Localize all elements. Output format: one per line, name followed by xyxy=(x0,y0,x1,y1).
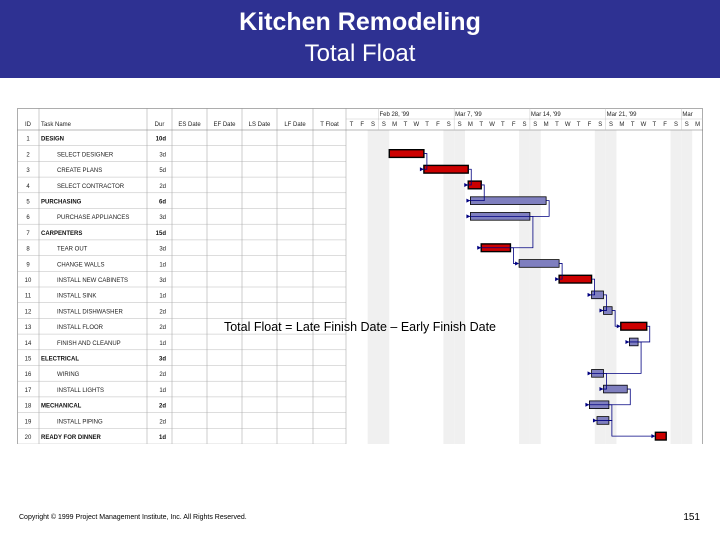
task-name: MECHANICAL xyxy=(41,403,82,410)
slide-header xyxy=(0,0,720,78)
task-name: CARPENTERS xyxy=(41,230,83,237)
task-name: INSTALL SINK xyxy=(57,293,97,300)
task-name: INSTALL FLOOR xyxy=(57,325,104,332)
task-name: INSTALL DISHWASHER xyxy=(57,309,123,316)
task-id: 1 xyxy=(26,136,30,143)
critical-task-bar xyxy=(389,150,424,158)
day-label: S xyxy=(609,122,614,128)
week-label: Mar 21, '99 xyxy=(606,112,637,118)
float-task-bar xyxy=(519,260,559,268)
task-id: 16 xyxy=(24,372,32,379)
task-id: 18 xyxy=(24,403,32,410)
task-name: DESIGN xyxy=(41,136,65,143)
day-label: F xyxy=(663,122,667,128)
task-duration: 1d xyxy=(159,387,166,394)
task-duration: 2d xyxy=(159,325,166,332)
task-duration: 3d xyxy=(159,215,166,222)
task-duration: 1d xyxy=(159,262,166,269)
task-duration: 2d xyxy=(159,372,166,379)
day-label: T xyxy=(425,122,429,128)
total-float-formula: Total Float = Late Finish Date – Early Finish Date xyxy=(223,320,496,334)
task-name: WIRING xyxy=(57,372,80,379)
day-label: S xyxy=(457,122,462,128)
weekend-shade xyxy=(443,130,454,444)
column-header: EF Date xyxy=(213,122,236,128)
task-name: INSTALL LIGHTS xyxy=(57,387,105,394)
day-label: T xyxy=(349,122,354,128)
day-label: S xyxy=(598,122,603,128)
task-duration: 3d xyxy=(159,246,166,253)
day-label: M xyxy=(467,122,473,128)
task-duration: 3d xyxy=(158,356,166,363)
day-label: F xyxy=(511,122,516,128)
task-id: 6 xyxy=(26,215,30,222)
day-label: F xyxy=(360,122,365,128)
task-id: 5 xyxy=(26,199,30,206)
task-name: TEAR OUT xyxy=(57,246,88,253)
week-label: Feb 28, '99 xyxy=(379,112,410,118)
slide-subtitle: Total Float xyxy=(304,40,416,67)
float-task-bar xyxy=(603,385,627,393)
task-name: INSTALL PIPING xyxy=(57,419,103,426)
task-duration: 1d xyxy=(158,435,166,441)
task-name: INSTALL NEW CABINETS xyxy=(57,278,129,284)
task-duration: 2d xyxy=(158,403,166,410)
weekend-shade xyxy=(378,130,389,444)
task-id: 7 xyxy=(26,230,30,237)
column-header: T Float xyxy=(320,122,339,128)
day-label: W xyxy=(489,122,495,128)
task-duration: 2d xyxy=(159,309,166,316)
task-id: 12 xyxy=(24,309,32,316)
weekend-shade xyxy=(681,130,692,444)
column-header: ID xyxy=(25,122,31,128)
day-label: W xyxy=(564,122,571,128)
column-header: LS Date xyxy=(248,122,271,128)
day-label: F xyxy=(436,122,440,128)
task-name: CREATE PLANS xyxy=(57,168,103,175)
day-label: T xyxy=(501,122,505,128)
day-label: W xyxy=(413,122,420,128)
day-label: S xyxy=(371,122,376,128)
critical-task-bar xyxy=(655,432,666,440)
task-duration: 10d xyxy=(155,136,166,143)
task-id: 14 xyxy=(24,340,32,347)
column-header: ES Date xyxy=(178,122,201,128)
task-name: FINISH AND CLEANUP xyxy=(57,340,121,347)
critical-task-bar xyxy=(559,275,591,283)
task-duration: 1d xyxy=(159,293,166,300)
day-label: F xyxy=(587,122,592,128)
weekend-shade xyxy=(530,130,541,444)
column-header: Dur xyxy=(154,122,165,128)
task-duration: 1d xyxy=(159,340,166,347)
copyright-notice: Copyright © 1999 Project Management Institute, Inc. All Rights Reserved. xyxy=(19,514,247,521)
day-label: S xyxy=(381,122,386,128)
task-id: 17 xyxy=(24,387,32,394)
task-name: READY FOR DINNER xyxy=(41,435,101,441)
task-id: 3 xyxy=(26,168,30,175)
day-label: M xyxy=(392,122,398,128)
week-label: Mar 7, '99 xyxy=(455,112,482,118)
page-number: 151 xyxy=(683,512,700,523)
slide-title: Kitchen Remodeling xyxy=(239,8,481,36)
weekend-shade xyxy=(454,130,465,444)
task-id: 10 xyxy=(24,278,32,284)
day-label: M xyxy=(695,122,701,128)
day-label: T xyxy=(652,122,657,128)
task-duration: 2d xyxy=(159,183,166,190)
day-label: S xyxy=(522,122,527,128)
weekend-shade xyxy=(368,130,379,444)
task-id: 8 xyxy=(26,246,30,253)
day-label: S xyxy=(684,122,689,128)
task-name: ELECTRICAL xyxy=(41,356,79,363)
weekend-shade xyxy=(606,130,617,444)
day-label: S xyxy=(533,122,538,128)
task-id: 15 xyxy=(24,356,32,363)
task-id: 19 xyxy=(24,419,32,426)
week-label: Mar 14, '99 xyxy=(530,112,561,118)
task-duration: 6d xyxy=(158,199,166,206)
task-id: 11 xyxy=(24,293,32,300)
weekend-shade xyxy=(595,130,606,444)
column-header: LF Date xyxy=(284,122,306,128)
task-duration: 15d xyxy=(155,230,166,237)
day-label: M xyxy=(619,122,625,128)
day-label: T xyxy=(630,122,635,128)
task-duration: 3d xyxy=(159,152,166,159)
task-duration: 3d xyxy=(159,278,166,284)
day-label: W xyxy=(640,122,647,128)
task-name: SELECT CONTRACTOR xyxy=(57,183,125,190)
task-name: PURCHASING xyxy=(41,199,82,206)
task-name: SELECT DESIGNER xyxy=(57,152,114,159)
gantt-chart xyxy=(17,108,703,444)
task-name: CHANGE WALLS xyxy=(57,262,105,269)
day-label: M xyxy=(543,122,549,128)
task-id: 20 xyxy=(24,435,32,441)
day-label: S xyxy=(673,122,678,128)
gantt-svg xyxy=(17,108,703,444)
day-label: S xyxy=(446,122,451,128)
task-duration: 5d xyxy=(159,168,166,175)
column-header: Task Name xyxy=(41,122,72,128)
task-id: 4 xyxy=(26,183,30,190)
weekend-shade xyxy=(519,130,530,444)
task-id: 9 xyxy=(26,262,30,269)
day-label: T xyxy=(576,122,581,128)
day-label: T xyxy=(479,122,484,128)
task-duration: 2d xyxy=(159,419,166,426)
weekend-shade xyxy=(671,130,682,444)
task-id: 13 xyxy=(24,325,32,332)
critical-task-bar xyxy=(424,165,468,173)
task-id: 2 xyxy=(26,152,30,159)
task-name: PURCHASE APPLIANCES xyxy=(57,215,130,222)
day-label: T xyxy=(555,122,559,128)
day-label: T xyxy=(403,122,408,128)
week-label: Mar xyxy=(682,112,693,118)
